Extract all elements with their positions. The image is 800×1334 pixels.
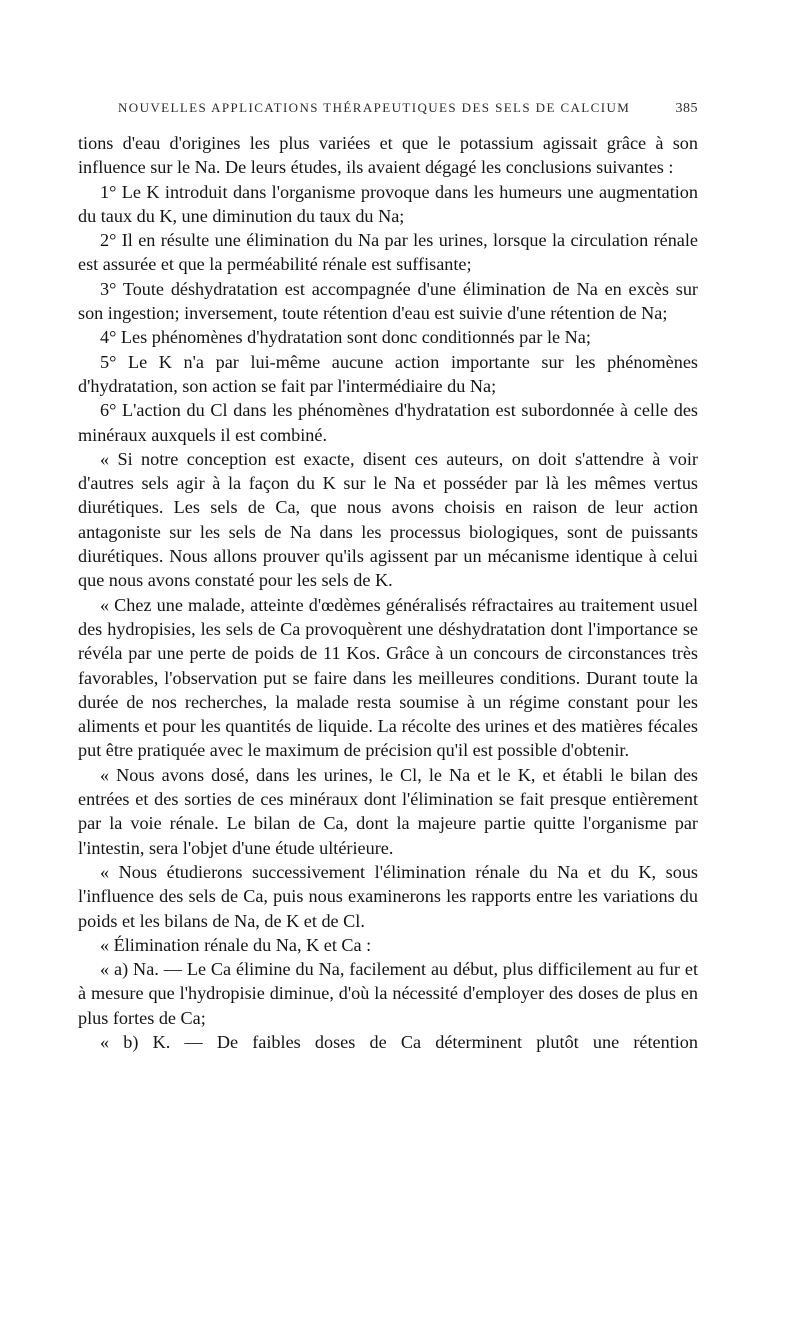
conclusion-1: 1° Le K introduit dans l'organisme provoque dans les humeurs une augmentation du taux du K, une diminution du taux du Na; <box>78 181 698 226</box>
conclusion-2: 2° Il en résulte une élimination du Na par les urines, lorsque la circulation rénale est assurée et que la perméabilité rénale est suffisante; <box>78 230 698 275</box>
item-b-k: « b) K. — De faibles doses de Ca déterminent plutôt une rétention <box>100 1031 698 1052</box>
book-page <box>78 100 698 1054</box>
quote-paragraph-malade: « Chez une malade, atteinte d'œdèmes généralisés réfractaires au traitement usuel des hydropisies, les sels de Ca provoquèrent une déshydratation dont l'importance se révéla par une perte de poids de 11 Kos. Grâce à un concours de circonstances très favorables, l'observation put se faire dans les meilleures conditions. Durant toute la durée de nos recherches, la malade resta soumise à un régime constant pour les aliments et pour les quantités de liquide. La récolte des urines et des matières fécales put être pratiquée avec le maximum de précision qu'il est possible d'obtenir. <box>78 594 698 761</box>
quote-paragraph-etude: « Nous étudierons successivement l'élimination rénale du Na et du K, sous l'influence des sels de Ca, puis nous examinerons les rapports entre les variations du poids et les bilans de Na, de K et de Cl. <box>78 861 698 931</box>
section-heading-elimination: « Élimination rénale du Na, K et Ca : <box>100 934 372 955</box>
quote-paragraph-dosage: « Nous avons dosé, dans les urines, le Cl, le Na et le K, et établi le bilan des entrées et des sorties de ces minéraux dont l'élimination se fait presque entièrement par la voie rénale. Le bilan de Ca, dont la majeure partie quitte l'organisme par l'intestin, sera l'objet d'une étude ultérieure. <box>78 764 698 858</box>
quote-paragraph-conception: « Si notre conception est exacte, disent ces auteurs, on doit s'attendre à voir d'autres sels agir à la façon du K sur le Na et posséder par là les mêmes vertus diurétiques. Les sels de Ca, que nous avons choisis en raison de leur action antagoniste sur les sels de Na dans les processus biologiques, sont de puissants diurétiques. Nous allons prouver qu'ils agissent par un mécanisme identique à celui que nous avons constaté pour les sels de K. <box>78 448 698 591</box>
running-title: NOUVELLES APPLICATIONS THÉRAPEUTIQUES DES SELS DE CALCIUM <box>118 100 631 115</box>
page-number: 385 <box>675 101 698 116</box>
conclusion-6: 6° L'action du Cl dans les phénomènes d'hydratation est subordonnée à celle des minéraux auxquels il est combiné. <box>78 400 698 445</box>
conclusion-3: 3° Toute déshydratation est accompagnée d'une élimination de Na en excès sur son ingestion; inversement, toute rétention d'eau est suivie d'une rétention de Na; <box>78 278 698 324</box>
conclusion-5: 5° Le K n'a par lui-même aucune action importante sur les phénomènes d'hydratation, son action se fait par l'intermédiaire du Na; <box>78 351 698 396</box>
running-header <box>118 100 698 117</box>
item-a-na: « a) Na. — Le Ca élimine du Na, facilement au début, plus difficilement au fur et à mesure que l'hydropisie diminue, d'où la nécessité d'employer des doses de plus en plus fortes de Ca; <box>78 959 698 1028</box>
paragraph-continuation: tions d'eau d'origines les plus variées et que le potassium agissait grâce à son influence sur le Na. De leurs études, ils avaient dégagé les conclusions suivantes : <box>78 133 698 178</box>
body-text <box>78 131 698 1054</box>
conclusion-4: 4° Les phénomènes d'hydratation sont donc conditionnés par le Na; <box>100 327 591 348</box>
